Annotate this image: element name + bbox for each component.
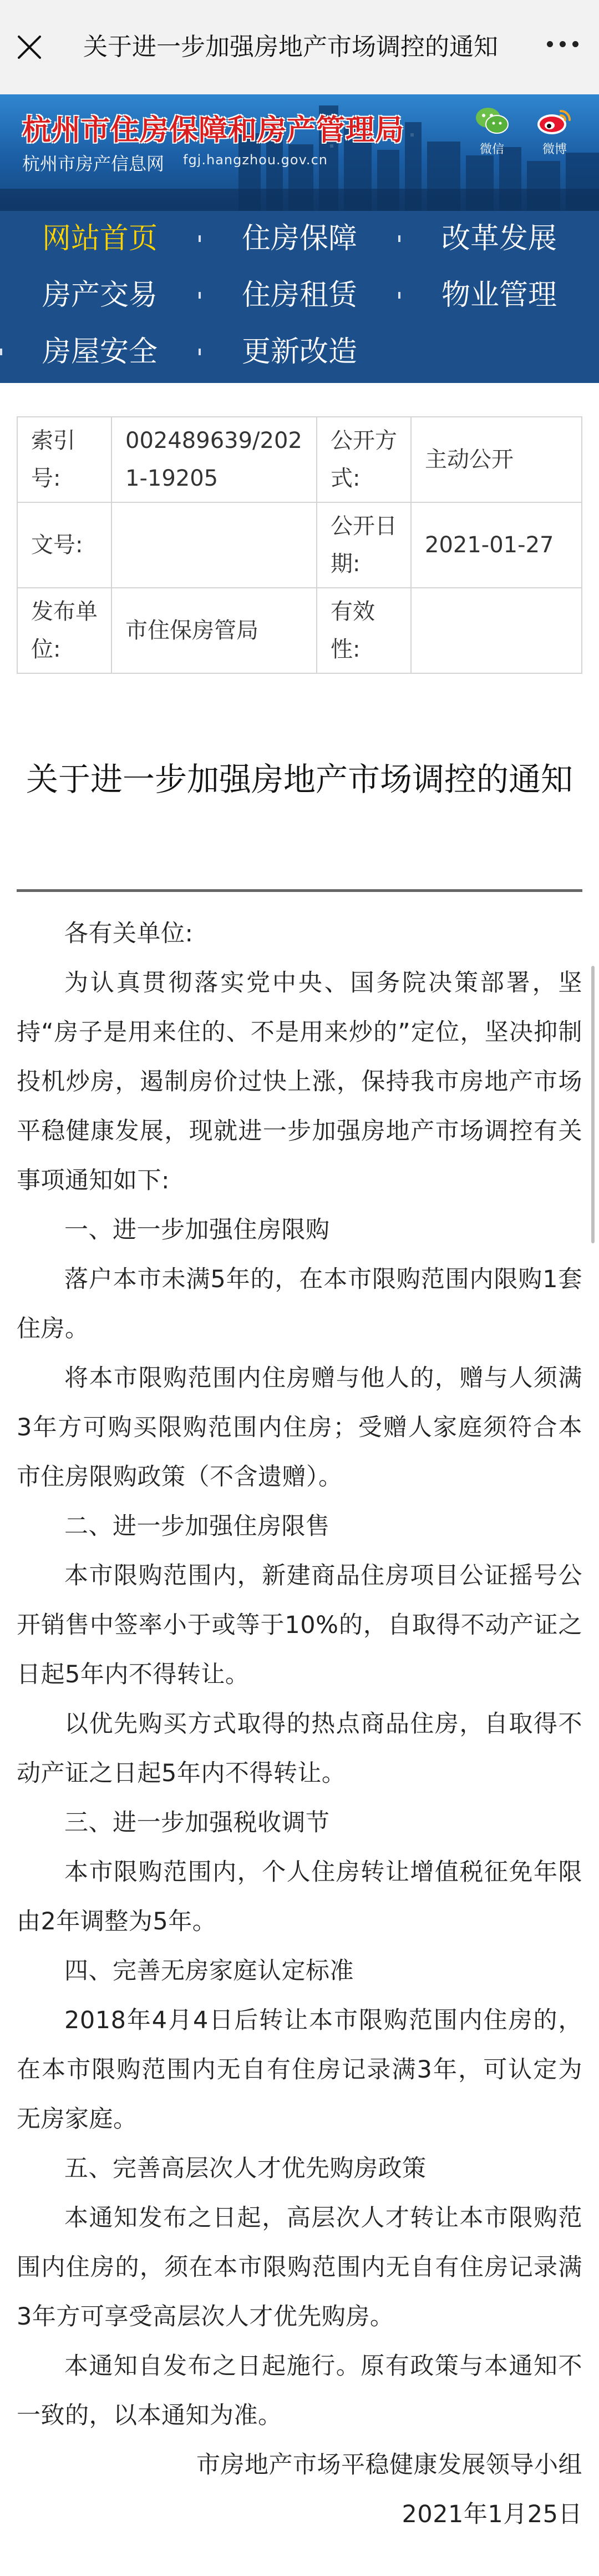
article-body <box>17 909 582 2539</box>
site-name: 杭州市房产信息网 <box>22 153 165 174</box>
validity-label: 有效性: <box>317 588 411 673</box>
paragraph: 各有关单位: <box>64 920 194 947</box>
main-nav <box>0 211 599 383</box>
wechat-label: 微信 <box>479 143 504 157</box>
issue-date: 2021年1月25日 <box>402 2501 582 2528</box>
public-date-value: 2021-01-27 <box>411 502 582 588</box>
nav-item-building-safety[interactable]: 房屋安全 <box>42 335 158 369</box>
public-date-label: 公开日期: <box>317 502 411 588</box>
table-row <box>17 502 582 588</box>
document-info-table <box>17 416 582 674</box>
article-title: 关于进一步加强房地产市场调控的通知 <box>26 760 573 798</box>
nav-item-renewal[interactable]: 更新改造 <box>241 335 357 369</box>
paragraph: 本通知自发布之日起施行。原有政策与本通知不一致的，以本通知为准。 <box>17 2352 582 2429</box>
publisher-value: 市住保房管局 <box>111 588 317 673</box>
weibo-label: 微博 <box>542 143 567 157</box>
nav-item-home[interactable]: 网站首页 <box>42 222 158 255</box>
top-bar <box>0 0 599 94</box>
title-divider <box>17 889 582 892</box>
nav-item-reform[interactable]: 改革发展 <box>441 222 557 255</box>
wechat-link[interactable] <box>473 107 511 157</box>
paragraph: 以优先购买方式取得的热点商品住房，自取得不动产证之日起5年内不得转让。 <box>17 1710 582 1787</box>
more-icon[interactable] <box>544 39 582 56</box>
section-heading: 五、完善高层次人才优先购房政策 <box>64 2155 427 2182</box>
paragraph: 将本市限购范围内住房赠与他人的，赠与人须满3年方可购买限购范围内住房；受赠人家庭须符合本市住房限购政策（不含遗赠）。 <box>17 1364 582 1491</box>
index-label: 索引号: <box>17 417 111 502</box>
paragraph: 落户本市未满5年的，在本市限购范围内限购1套住房。 <box>17 1266 582 1343</box>
signer: 市房地产市场平稳健康发展领导小组 <box>196 2451 582 2479</box>
validity-value <box>411 588 582 673</box>
section-heading: 三、进一步加强税收调节 <box>64 1809 330 1837</box>
nav-item-rental[interactable]: 住房租赁 <box>241 279 357 312</box>
doc-no-label: 文号: <box>17 502 111 588</box>
table-row <box>17 417 582 502</box>
nav-item-property-management[interactable]: 物业管理 <box>441 279 557 312</box>
paragraph: 本市限购范围内，个人住房转让增值税征免年限由2年调整为5年。 <box>17 1858 582 1935</box>
close-icon[interactable] <box>14 32 44 62</box>
doc-no-value <box>111 502 317 588</box>
wechat-icon <box>475 107 509 135</box>
paragraph: 2018年4月4日后转让本市限购范围内住房的，在本市限购范围内无自有住房记录满3年，可认定为无房家庭。 <box>17 2007 582 2133</box>
paragraph: 本市限购范围内，新建商品住房项目公证摇号公开销售中签率小于或等于10%的，自取得不动产证之日起5年内不得转让。 <box>17 1562 582 1688</box>
publisher-label: 发布单位: <box>17 588 111 673</box>
public-mode-label: 公开方式: <box>317 417 411 502</box>
page-title: 关于进一步加强房地产市场调控的通知 <box>83 33 498 61</box>
paragraph: 为认真贯彻落实党中央、国务院决策部署，坚持“房子是用来住的、不是用来炒的”定位，坚决抑制投机炒房，遏制房价过快上涨，保持我市房地产市场平稳健康发展，现就进一步加强房地产市场调控有关事项通知如下: <box>17 969 582 1194</box>
scrollbar[interactable] <box>591 966 595 1243</box>
paragraph: 本通知发布之日起，高层次人才转让本市限购范围内住房的，须在本市限购范围内无自有住房记录满3年方可享受高层次人才优先购房。 <box>17 2204 582 2331</box>
org-name: 杭州市住房保障和房产管理局 <box>22 113 405 147</box>
weibo-icon <box>535 107 574 135</box>
nav-item-property-trade[interactable]: 房产交易 <box>42 279 158 312</box>
site-banner <box>0 94 599 211</box>
table-row <box>17 588 582 673</box>
nav-item-housing-security[interactable]: 住房保障 <box>241 222 357 255</box>
section-heading: 四、完善无房家庭认定标准 <box>64 1957 354 1985</box>
section-heading: 二、进一步加强住房限售 <box>64 1513 330 1540</box>
weibo-link[interactable] <box>532 107 577 157</box>
section-heading: 一、进一步加强住房限购 <box>64 1216 330 1244</box>
index-value: 002489639/2021-19205 <box>111 417 317 502</box>
public-mode-value: 主动公开 <box>411 417 582 502</box>
site-domain: fgj.hangzhou.gov.cn <box>183 152 328 168</box>
